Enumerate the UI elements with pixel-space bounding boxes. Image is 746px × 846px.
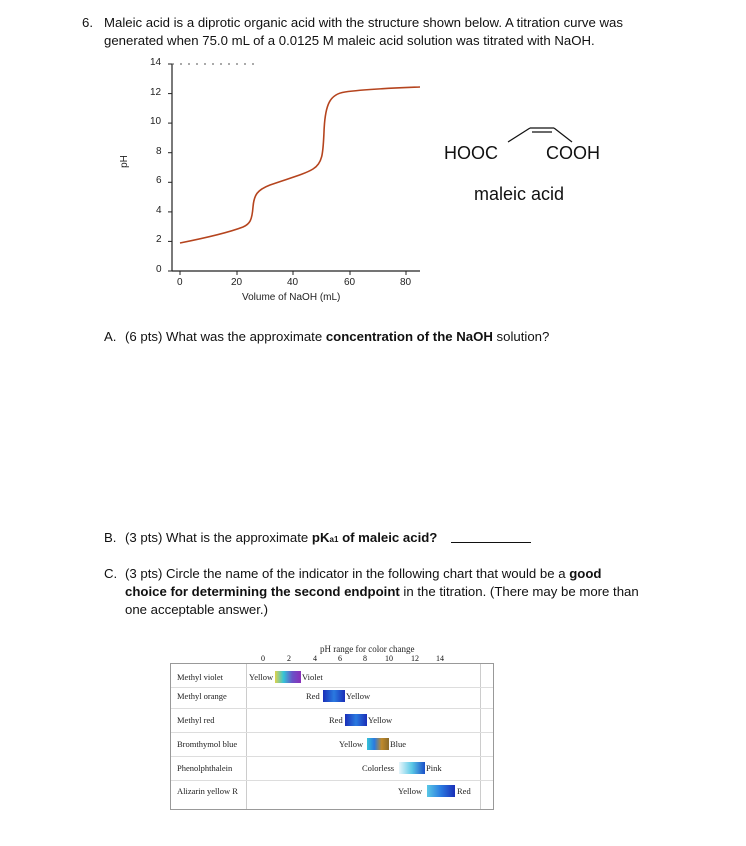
indicator-table: [170, 663, 494, 810]
y-tick-14: 14: [150, 57, 162, 68]
indicator-methyl-red[interactable]: Methyl red: [177, 715, 215, 725]
indicator-methyl-orange[interactable]: Methyl orange: [177, 691, 227, 701]
phenolphthalein-low: Colorless: [362, 763, 395, 773]
part-b-label: B.: [104, 530, 117, 545]
part-c-label: C.: [104, 566, 118, 581]
methyl-violet-gradient: [275, 671, 301, 683]
indicator-bromthymol-blue[interactable]: Bromthymol blue: [177, 739, 238, 749]
hooc-group: HOOC: [444, 143, 498, 163]
y-tick-2: 2: [156, 234, 162, 245]
methyl-violet-low: Yellow: [249, 672, 274, 682]
methyl-orange-low: Red: [306, 691, 320, 701]
y-tick-4: 4: [156, 205, 162, 216]
methyl-orange-gradient: [323, 690, 345, 702]
titration-chart: [110, 52, 430, 312]
methyl-violet-high: Violet: [302, 672, 323, 682]
y-tick-0: 0: [156, 264, 162, 275]
part-b-answer-line[interactable]: [451, 542, 531, 543]
cooh-group: COOH: [546, 143, 600, 163]
methyl-red-gradient: [345, 714, 367, 726]
question-intro-line1: Maleic acid is a diprotic organic acid with the structure shown below. A titration curve was: [104, 15, 623, 30]
structure-name: maleic acid: [474, 184, 565, 204]
alizarin-yellow-r-gradient: [427, 785, 455, 797]
x-tick-0: 0: [177, 277, 183, 288]
titration-curve: [180, 87, 420, 243]
question-number: 6.: [82, 15, 93, 30]
y-tick-6: 6: [156, 175, 162, 186]
y-axis-label: pH: [118, 155, 130, 168]
methyl-red-low: Red: [329, 715, 343, 725]
methyl-orange-high: Yellow: [346, 691, 371, 701]
part-a-label: A.: [104, 329, 117, 344]
indicator-chart-title: pH range for color change: [320, 644, 415, 654]
indicator-scale: 0 2 4 6 8 10 12 14: [261, 654, 444, 663]
x-axis-label: Volume of NaOH (mL): [242, 292, 341, 303]
part-a-question: (6 pts) What was the approximate concentration of the NaOH solution?: [125, 329, 550, 344]
maleic-acid-structure: [440, 118, 620, 208]
x-tick-80: 80: [400, 277, 412, 288]
x-tick-60: 60: [344, 277, 356, 288]
indicator-methyl-violet[interactable]: Methyl violet: [177, 672, 224, 682]
y-tick-12: 12: [150, 87, 162, 98]
phenolphthalein-high: Pink: [426, 763, 442, 773]
question-intro-line2: generated when 75.0 mL of a 0.0125 M maleic acid solution was titrated with NaOH.: [104, 33, 595, 48]
part-b-question: (3 pts) What is the approximate pKa1 of maleic acid?: [125, 530, 438, 545]
methyl-red-high: Yellow: [368, 715, 393, 725]
part-c-line2: choice for determining the second endpoint in the titration. (There may be more than: [125, 584, 639, 599]
bromthymol-blue-gradient: [367, 738, 389, 750]
x-tick-40: 40: [287, 277, 299, 288]
alizarin-yellow-r-high: Red: [457, 786, 471, 796]
indicator-phenolphthalein[interactable]: Phenolphthalein: [177, 763, 233, 773]
bromthymol-blue-low: Yellow: [339, 739, 364, 749]
alizarin-yellow-r-low: Yellow: [398, 786, 423, 796]
part-c-line1: (3 pts) Circle the name of the indicator in the following chart that would be a good: [125, 566, 602, 581]
y-tick-8: 8: [156, 146, 162, 157]
bromthymol-blue-high: Blue: [390, 739, 407, 749]
indicator-alizarin-yellow-r[interactable]: Alizarin yellow R: [177, 786, 238, 796]
x-tick-20: 20: [231, 277, 243, 288]
part-c-line3: one acceptable answer.): [125, 602, 268, 617]
y-tick-10: 10: [150, 116, 162, 127]
phenolphthalein-gradient: [399, 762, 425, 774]
